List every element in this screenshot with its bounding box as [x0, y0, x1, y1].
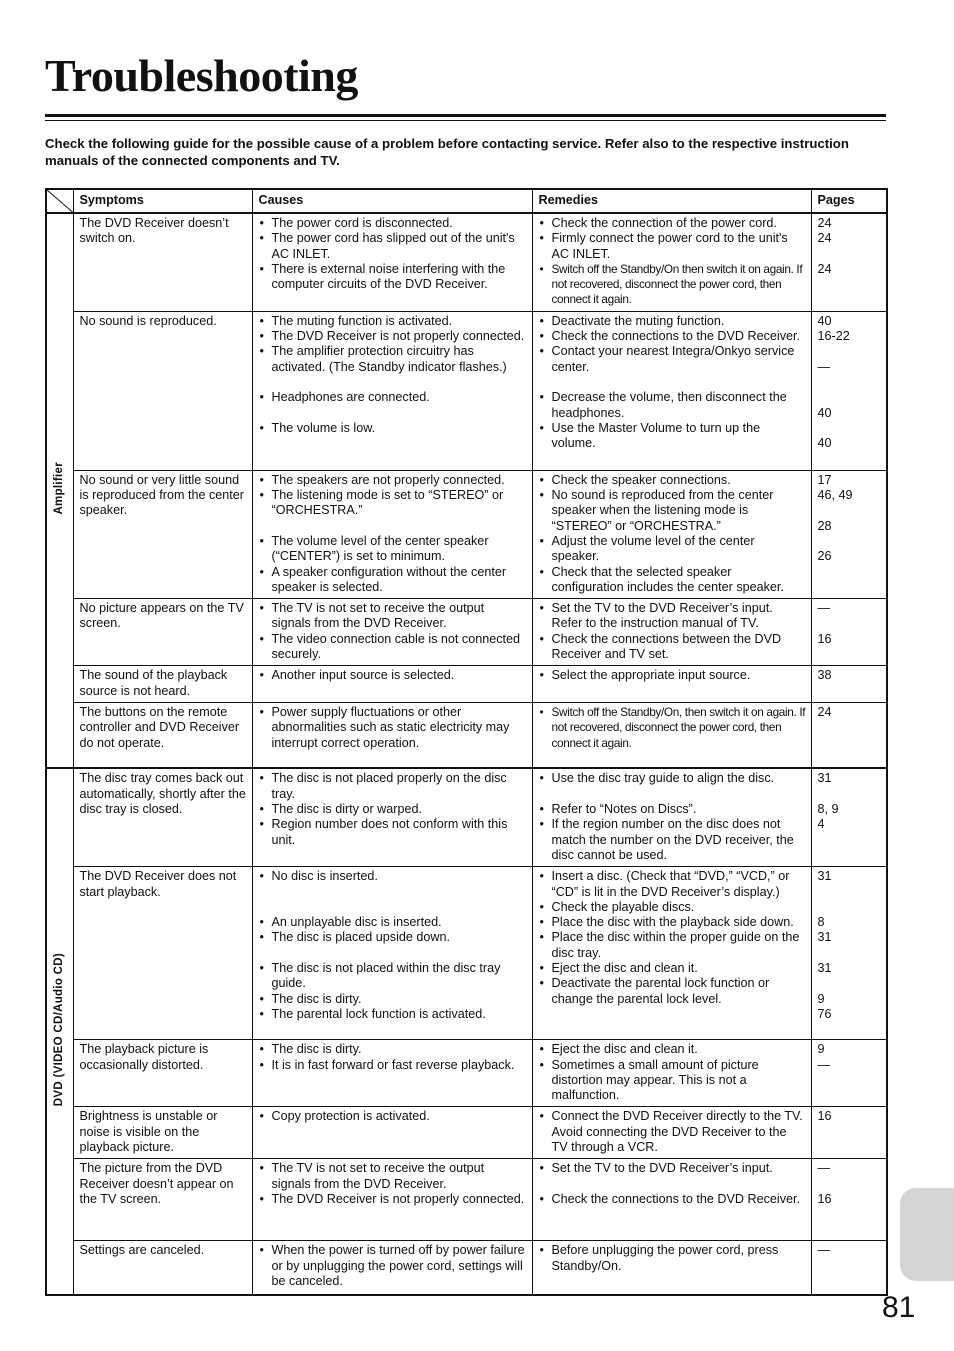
- page-ref: 40: [817, 405, 832, 420]
- remedy-item: • Place the disc with the playback side down.: [539, 915, 806, 930]
- remedies-cell: [532, 1159, 811, 1241]
- intro-text: Check the following guide for the possible cause of a problem before contacting service. Refer also to the respective instruction manuals of the connected components and TV.: [45, 136, 849, 168]
- remedies-cell: [532, 702, 811, 768]
- cause-item: • No disc is inserted.: [259, 869, 527, 884]
- cause-item: • The video connection cable is not connected securely.: [259, 632, 527, 663]
- cause-item: • Copy protection is activated.: [259, 1109, 527, 1124]
- page-ref: 24: [817, 704, 832, 719]
- page-ref: 31: [817, 961, 832, 975]
- table-row: [46, 213, 887, 311]
- page-ref: —: [817, 1161, 831, 1176]
- section-label-amplifier: Amplifier: [46, 213, 73, 768]
- page-ref: 4: [817, 817, 825, 832]
- symptom-cell: No sound or very little sound is reproduced from the center speaker.: [73, 470, 252, 598]
- cause-item: • The amplifier protection circuitry has activated. (The Standby indicator flashes.): [259, 344, 527, 375]
- remedy-item: • Before unplugging the power cord, press Standby/On.: [539, 1243, 806, 1274]
- symptom-cell: Brightness is unstable or noise is visible on the playback picture.: [73, 1107, 252, 1159]
- causes-cell: [252, 702, 532, 768]
- cause-item: • The disc is dirty or warped.: [259, 802, 527, 817]
- remedy-item: • Adjust the volume level of the center speaker.: [539, 534, 806, 565]
- title-rule-thick: [45, 114, 886, 117]
- causes-cell: [252, 1040, 532, 1107]
- remedies-cell: [532, 1241, 811, 1295]
- page-ref: 17: [817, 472, 832, 487]
- remedy-item: • Switch off the Standby/On then switch it on again. If not recovered, disconnect the power cord, then connect it again.: [539, 262, 806, 308]
- pages-cell: [811, 470, 887, 598]
- cause-item: • The DVD Receiver is not properly connected.: [259, 329, 527, 344]
- symptom-cell: The DVD Receiver doesn’t switch on.: [73, 213, 252, 311]
- cause-item: • When the power is turned off by power failure or by unplugging the power cord, settings will be canceled.: [259, 1243, 527, 1289]
- cause-item: • Another input source is selected.: [259, 668, 527, 683]
- corner-cell: [46, 189, 73, 213]
- pages-cell: [811, 599, 887, 666]
- table-row: [46, 1107, 887, 1159]
- remedy-item: • Sometimes a small amount of picture distortion may appear. This is not a malfunction.: [539, 1058, 806, 1104]
- table-row: [46, 311, 887, 470]
- remedy-item: • Check the speaker connections.: [539, 473, 806, 488]
- symptom-cell: No sound is reproduced.: [73, 311, 252, 470]
- cause-item: • The TV is not set to receive the output signals from the DVD Receiver.: [259, 601, 527, 632]
- remedy-item: • If the region number on the disc does not match the number on the DVD receiver, the disc cannot be used.: [539, 817, 806, 863]
- symptom-cell: No picture appears on the TV screen.: [73, 599, 252, 666]
- cause-item: • The disc is placed upside down.: [259, 930, 527, 945]
- page-ref: —: [817, 359, 831, 374]
- causes-cell: [252, 1159, 532, 1241]
- remedy-item: • Check that the selected speaker configuration includes the center speaker.: [539, 565, 806, 596]
- table-row: [46, 867, 887, 1040]
- causes-cell: [252, 1241, 532, 1295]
- page-ref: 76: [817, 1006, 832, 1021]
- cause-item: • The disc is not placed within the disc tray guide.: [259, 961, 527, 992]
- remedies-cell: [532, 311, 811, 470]
- table-row: [46, 1159, 887, 1241]
- remedy-item: • Check the connection of the power cord.: [539, 216, 806, 231]
- remedies-cell: [532, 867, 811, 1040]
- page-ref: 9: [817, 1042, 825, 1057]
- remedy-item: • Insert a disc. (Check that “DVD,” “VCD,” or “CD” is lit in the DVD Receiver’s display.): [539, 869, 806, 900]
- page-ref: 40: [817, 436, 832, 451]
- cause-item: • There is external noise interfering with the computer circuits of the DVD Receiver.: [259, 262, 527, 293]
- page-ref: 16-22: [817, 329, 850, 344]
- cause-item: • Headphones are connected.: [259, 390, 527, 405]
- cause-item: • A speaker configuration without the center speaker is selected.: [259, 565, 527, 596]
- header-pages: Pages: [811, 189, 887, 213]
- causes-cell: [252, 470, 532, 598]
- header-causes: Causes: [252, 189, 532, 213]
- page-ref: 8: [817, 915, 825, 930]
- pages-cell: [811, 1040, 887, 1107]
- cause-item: • The speakers are not properly connected.: [259, 473, 527, 488]
- pages-cell: [811, 311, 887, 470]
- remedy-item: • No sound is reproduced from the center speaker when the listening mode is “STEREO” or “ORCHESTRA.”: [539, 488, 806, 534]
- cause-item: • The power cord has slipped out of the unit's AC INLET.: [259, 231, 527, 262]
- remedy-item: • Check the connections between the DVD Receiver and TV set.: [539, 632, 806, 663]
- causes-cell: [252, 867, 532, 1040]
- cause-item: • The muting function is activated.: [259, 314, 527, 329]
- causes-cell: [252, 768, 532, 866]
- page-ref: 31: [817, 869, 832, 884]
- symptom-cell: Settings are canceled.: [73, 1241, 252, 1295]
- page-ref: —: [817, 1057, 831, 1072]
- cause-item: • Power supply fluctuations or other abnormalities such as static electricity may interrupt correct operation.: [259, 705, 527, 751]
- page-ref: —: [817, 601, 831, 616]
- remedies-cell: [532, 666, 811, 703]
- table-row: [46, 470, 887, 598]
- remedy-item: • Connect the DVD Receiver directly to the TV. Avoid connecting the DVD Receiver to the TV through a VCR.: [539, 1109, 806, 1155]
- symptom-cell: The picture from the DVD Receiver doesn’t appear on the TV screen.: [73, 1159, 252, 1241]
- remedy-item: • Use the disc tray guide to align the disc.: [539, 771, 806, 786]
- cause-item: • The parental lock function is activated.: [259, 1007, 527, 1022]
- troubleshooting-table: [45, 188, 888, 1296]
- remedy-item: • Select the appropriate input source.: [539, 668, 806, 683]
- causes-cell: [252, 599, 532, 666]
- cause-item: • The disc is not placed properly on the disc tray.: [259, 771, 527, 802]
- cause-item: • The DVD Receiver is not properly connected.: [259, 1192, 527, 1207]
- pages-cell: [811, 1241, 887, 1295]
- page-ref: 40: [817, 313, 832, 328]
- table-row: [46, 1040, 887, 1107]
- pages-cell: [811, 1159, 887, 1241]
- section-thumb-tab: [900, 1188, 954, 1281]
- cause-item: • The volume is low.: [259, 421, 527, 436]
- header-row: [46, 189, 887, 213]
- remedy-item: • Check the connections to the DVD Receiver.: [539, 329, 806, 344]
- table-row: [46, 768, 887, 866]
- cause-item: • An unplayable disc is inserted.: [259, 915, 527, 930]
- remedy-item: • Check the connections to the DVD Receiver.: [539, 1192, 806, 1207]
- header-symptoms: Symptoms: [73, 189, 252, 213]
- pages-cell: [811, 702, 887, 768]
- remedy-item: • Contact your nearest Integra/Onkyo service center.: [539, 344, 806, 375]
- page-ref: 16: [817, 631, 832, 646]
- page-ref: 24: [817, 216, 832, 230]
- section-amplifier: [46, 213, 887, 768]
- remedy-item: • Decrease the volume, then disconnect the headphones.: [539, 390, 806, 421]
- remedy-item: • Set the TV to the DVD Receiver’s input. Refer to the instruction manual of TV.: [539, 601, 806, 632]
- section-label-dvd: DVD (VIDEO CD/Audio CD): [46, 768, 73, 1294]
- remedy-item: • Check the playable discs.: [539, 900, 806, 915]
- page-ref: —: [817, 1243, 831, 1258]
- page-ref: 16: [817, 1192, 832, 1206]
- page-ref: 26: [817, 549, 832, 564]
- section-dvd: [46, 768, 887, 1294]
- cause-item: • The disc is dirty.: [259, 1042, 527, 1057]
- pages-cell: [811, 768, 887, 866]
- page-ref: 31: [817, 930, 832, 945]
- title-rule-thin: [45, 120, 886, 121]
- cause-item: • Region number does not conform with this unit.: [259, 817, 527, 848]
- cause-item: • It is in fast forward or fast reverse playback.: [259, 1058, 527, 1073]
- remedy-item: • Deactivate the muting function.: [539, 314, 806, 329]
- header-remedies: Remedies: [532, 189, 811, 213]
- symptom-cell: The DVD Receiver does not start playback.: [73, 867, 252, 1040]
- symptom-cell: The sound of the playback source is not heard.: [73, 666, 252, 703]
- pages-cell: [811, 213, 887, 311]
- page-ref: 24: [817, 231, 832, 246]
- page-ref: 8, 9: [817, 802, 839, 817]
- remedy-item: • Eject the disc and clean it.: [539, 961, 806, 976]
- remedy-item: • Set the TV to the DVD Receiver’s input.: [539, 1161, 806, 1176]
- cause-item: • The TV is not set to receive the output signals from the DVD Receiver.: [259, 1161, 527, 1192]
- remedy-item: • Firmly connect the power cord to the unit's AC INLET.: [539, 231, 806, 262]
- cause-item: • The disc is dirty.: [259, 992, 527, 1007]
- pages-cell: [811, 666, 887, 703]
- remedies-cell: [532, 599, 811, 666]
- pages-cell: [811, 867, 887, 1040]
- table-row: [46, 599, 887, 666]
- remedies-cell: [532, 470, 811, 598]
- table-row: [46, 666, 887, 703]
- causes-cell: [252, 666, 532, 703]
- page-ref: 16: [817, 1109, 832, 1124]
- remedies-cell: [532, 1107, 811, 1159]
- page-title: Troubleshooting: [45, 50, 358, 101]
- cause-item: • The listening mode is set to “STEREO” or “ORCHESTRA.”: [259, 488, 527, 519]
- remedies-cell: [532, 1040, 811, 1107]
- remedy-item: • Eject the disc and clean it.: [539, 1042, 806, 1057]
- table-row: [46, 1241, 887, 1295]
- page-ref: 31: [817, 771, 832, 786]
- remedy-item: • Deactivate the parental lock function or change the parental lock level.: [539, 976, 806, 1007]
- page-ref: 38: [817, 668, 832, 683]
- remedies-cell: [532, 768, 811, 866]
- cause-item: • The volume level of the center speaker (“CENTER”) is set to minimum.: [259, 534, 527, 565]
- causes-cell: [252, 311, 532, 470]
- remedy-item: • Switch off the Standby/On, then switch it on again. If not recovered, disconnect the power cord, then connect it again.: [539, 705, 806, 751]
- symptom-cell: The buttons on the remote controller and DVD Receiver do not operate.: [73, 702, 252, 768]
- remedy-item: • Place the disc within the proper guide on the disc tray.: [539, 930, 806, 961]
- page-ref: 46, 49: [817, 488, 853, 503]
- page-ref: 28: [817, 518, 832, 533]
- page-ref: 24: [817, 261, 832, 276]
- symptom-cell: The disc tray comes back out automatically, shortly after the disc tray is closed.: [73, 768, 252, 866]
- table-row: [46, 702, 887, 768]
- page-ref: 9: [817, 991, 825, 1006]
- remedies-cell: [532, 213, 811, 311]
- symptom-cell: The playback picture is occasionally distorted.: [73, 1040, 252, 1107]
- remedy-item: • Use the Master Volume to turn up the volume.: [539, 421, 806, 452]
- cause-item: • The power cord is disconnected.: [259, 216, 527, 231]
- remedy-item: • Refer to “Notes on Discs”.: [539, 802, 806, 817]
- pages-cell: [811, 1107, 887, 1159]
- causes-cell: [252, 213, 532, 311]
- page-number: 81: [882, 1291, 916, 1324]
- causes-cell: [252, 1107, 532, 1159]
